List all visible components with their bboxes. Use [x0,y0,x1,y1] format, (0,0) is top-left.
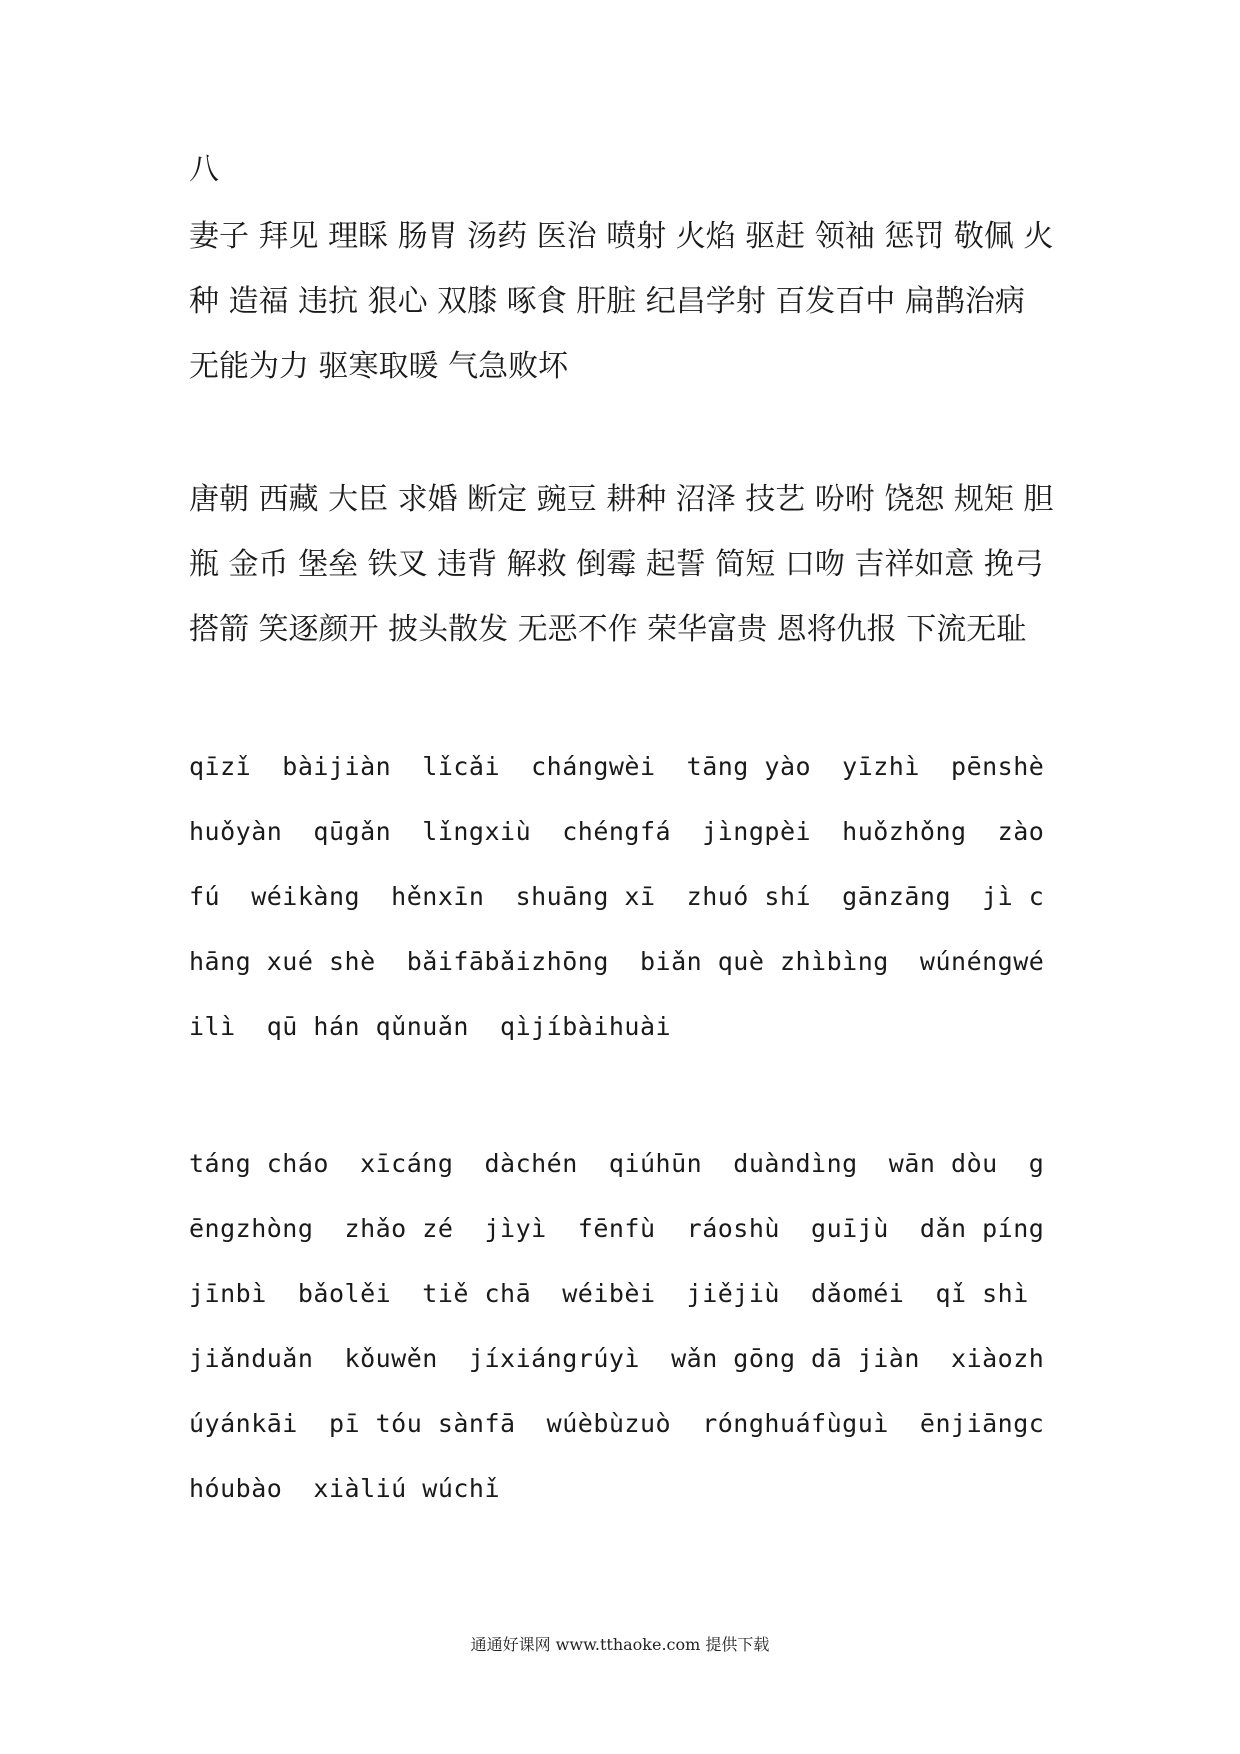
section-number: 八 [189,152,219,187]
worksheet-page [189,150,1059,1521]
download-footer: 通通好课网 www.tthaoke.com 提供下载 [470,1635,770,1654]
chinese-word-list-2: 唐朝 西藏 大臣 求婚 断定 豌豆 耕种 沼泽 技艺 吩咐 饶恕 规矩 胆瓶 金币 堡垒 铁叉 违背 解救 倒霉 起誓 简短 口吻 吉祥如意 挽弓搭箭 笑逐颜开 披头散发 无恶不作 荣华富贵 恩将仇报 下流无耻 [189,482,1054,647]
pinyin-list-2: táng cháo xīcáng dàchén qiúhūn duàndìng wān dòu gēngzhòng zhǎo zé jìyì fēnfù ráoshù guījù dǎn píng jīnbì bǎolěi tiě chā wéibèi jiějiù dǎoméi qǐ shì jiǎnduǎn kǒuwěn jíxiángrúyì wǎn gōng dā jiàn xiàozhúyánkāi pī tóu sànfā wúèbùzuò rónghuáfùguì ēnjiāngchóubào xiàliú wúchǐ [189,1149,1060,1503]
chinese-word-list-1: 妻子 拜见 理睬 肠胃 汤药 医治 喷射 火焰 驱赶 领袖 惩罚 敬佩 火种 造福 违抗 狠心 双膝 啄食 肝脏 纪昌学射 百发百中 扁鹊治病 无能为力 驱寒取暖 气急败坏 [189,219,1054,384]
pinyin-list-1: qīzǐ bàijiàn lǐcǎi chángwèi tāng yào yīzhì pēnshè huǒyàn qūgǎn lǐngxiù chéngfá jìngpèi huǒzhǒng zàofú wéikàng hěnxīn shuāng xī zhuó shí gānzāng jì chāng xué shè bǎifābǎizhōng biǎn què zhìbìng wúnéngwéilì qū hán qǔnuǎn qìjíbàihuài [189,752,1060,1041]
